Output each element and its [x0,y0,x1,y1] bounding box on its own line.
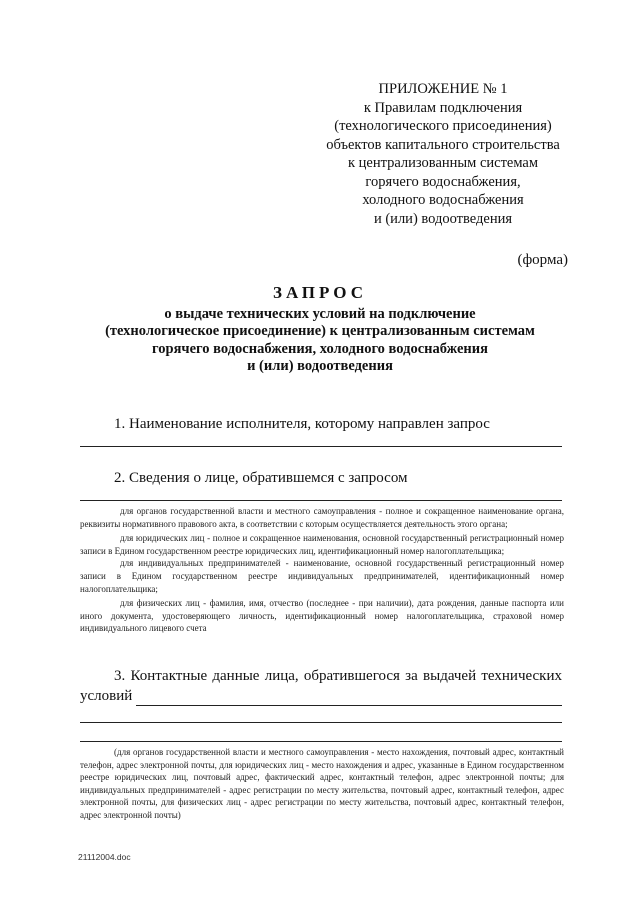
document-subtitle [60,306,580,375]
document-filename: 21112004.doc [78,852,131,862]
section-2-note [80,505,564,635]
section-3-title: 3. Контактные данные лица, обратившегося за выдачей технических [114,668,562,684]
section-2-fill-line[interactable] [80,500,562,501]
section-2-note-item: для органов государственной власти и местного самоуправления - полное и сокращенное наименование органа, реквизиты нормативного правового акта, в соответствии с которым осуществляется деятельность этого органа; [80,506,564,529]
section-3-note [80,746,564,822]
section-2-note-item: для физических лиц - фамилия, имя, отчество (последнее - при наличии), дата рождения, данные паспорта или иного документа, удостоверяющего личность, идентификационный номер налогоплательщика, страховой номер индивидуального лицевого счета [80,598,564,634]
appendix-line: ПРИЛОЖЕНИЕ № 1 [378,81,508,97]
section-3-title-cont: условий [80,688,133,704]
section-1-fill-line[interactable] [80,446,562,447]
section-3-note-text: (для органов государственной власти и местного самоуправления - место нахождения, почтовый адрес, контактный телефон, адрес электронной почты, для юридических лиц - место нахождения и адрес, указанные в Едином государственном реестре юридических лиц, почтовый адрес, фактический адрес, контактный телефон, адрес электронной почты; для индивидуальных предпринимателей - адрес регистрации по месту жительства, почтовый адрес, контактный телефон, адрес электронной почты, для физических лиц - адрес регистрации по месту жительства, почтовый адрес, контактный телефон, адрес электронной почты) [80,747,564,820]
appendix-line: (технологического присоединения) [334,118,552,134]
subtitle-line: (технологическое присоединение) к централизованным системам [105,323,535,340]
section-2-title: 2. Сведения о лице, обратившемся с запросом [114,470,408,486]
subtitle-line: о выдаче технических условий на подключение [164,306,476,322]
appendix-line: холодного водоснабжения [362,192,524,208]
section-3-inline-fill-line[interactable] [136,705,562,706]
subtitle-line: и (или) водоотведения [247,357,393,374]
appendix-line: и (или) водоотведения [373,210,513,227]
appendix-line: объектов капитального строительства [326,136,560,153]
section-1-title: 1. Наименование исполнителя, которому направлен запрос [114,416,490,432]
appendix-header [318,80,568,228]
section-3-fill-line[interactable] [80,722,562,723]
appendix-line: к Правилам подключения [363,99,523,116]
section-2-note-item: для юридических лиц - полное и сокращенное наименования, основной государственный регистрационный номер записи в Едином государственном реестре юридических лиц, идентификационный номер налогоплательщика; [80,533,564,556]
document-title: ЗАПРОС [272,283,368,302]
section-3-fill-line[interactable] [80,741,562,742]
appendix-line: горячего водоснабжения, [365,173,521,190]
subtitle-line: горячего водоснабжения, холодного водоснабжения [152,340,488,357]
appendix-line: к централизованным системам [347,155,539,171]
form-label: (форма) [517,252,568,268]
section-2-note-item: для индивидуальных предпринимателей - наименование, основной государственный регистрационный номер записи в Едином государственном реестре индивидуальных предпринимателей, идентификационный номер налогоплательщика; [80,558,564,594]
